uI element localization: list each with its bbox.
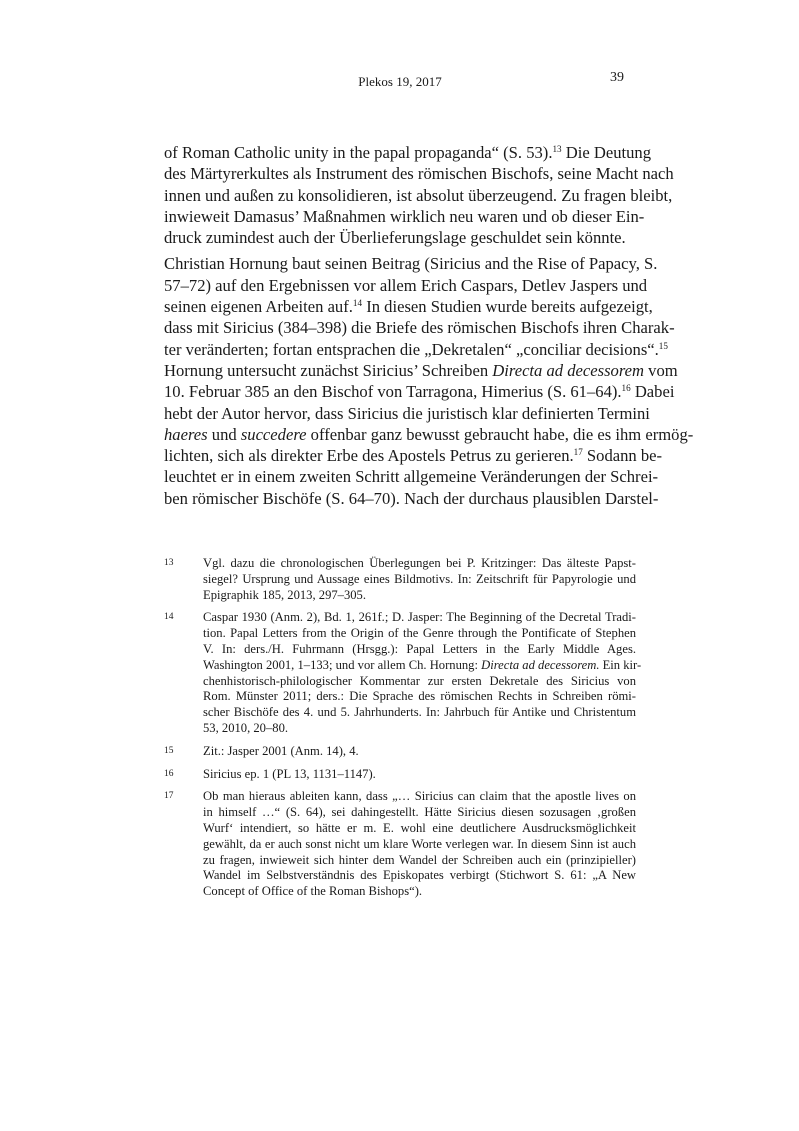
footnote (164, 767, 636, 783)
text-line: Christian Hornung baut seinen Beitrag (Siricius and the Rise of Papacy, S. (164, 254, 658, 274)
text-line: chenhistorisch-philologischer Kommentar zur ersten Dekretale des Siricius von (203, 673, 636, 688)
footnote (164, 789, 636, 900)
footnote-ref[interactable]: 17 (573, 447, 583, 458)
text-line: Ob man hieraus ableiten kann, dass „… Siricius can claim that the apostle lives on (203, 789, 636, 804)
footnote-number: 17 (164, 791, 174, 802)
text-line: Hornung untersucht zunächst Siricius’ Schreiben Directa ad decessorem vom (164, 360, 678, 380)
italic-term: succedere (240, 424, 307, 444)
text-line: Wurf‘ intendiert, so hätte er m. E. wohl eine deutlichere Ausdrucksmöglichkeit (203, 820, 636, 835)
text-line: siegel? Ursprung und Aussage eines Bildmotivs. In: Zeitschrift für Papyrologie und (203, 571, 636, 586)
text-line: druck zumindest auch der Überlieferungslage geschuldet sein könnte. (164, 228, 626, 248)
text-line: haeres und succedere offenbar ganz bewusst gebraucht habe, die es ihm ermög- (164, 424, 694, 444)
footnote-ref[interactable]: 14 (352, 298, 363, 309)
text-line: Rom. Münster 2011; ders.: Die Sprache des römischen Rechts in Schreiben römi- (203, 689, 636, 704)
text-line: gewählt, da er auch sonst nicht um klare Worte verlegen war. In diesem Sinn ist auch (203, 836, 636, 851)
paragraph (164, 142, 674, 248)
text-line: 57–72) auf den Ergebnissen vor allem Erich Caspars, Detlev Jaspers und (164, 275, 648, 295)
footnote-number: 16 (164, 768, 174, 779)
text-line: of Roman Catholic unity in the papal propaganda“ (S. 53).$^{13}$ Die Deutung (164, 143, 652, 162)
journal-title: Plekos 19, 2017 (358, 74, 442, 89)
text-line: zu fragen, inwieweit sich hinter dem Wandel der Schreiben auch ein (prinzipieller) (203, 852, 636, 867)
text-line: Siricius ep. 1 (PL 13, 1131–1147). (203, 766, 376, 781)
text-line: in himself …“ (S. 64), sei dahingestellt. Hätte Siricius diesen sozusagen ‚großen (203, 805, 636, 820)
text-line: lichten, sich als direkter Erbe des Apostels Petrus zu gerieren.$^{17}$ Sodann be- (164, 446, 663, 466)
footnote-ref[interactable]: 15 (658, 340, 668, 351)
paragraph (164, 253, 694, 509)
text-line: seinen eigenen Arbeiten auf.$^{14}$ In diesen Studien wurde bereits aufgezeigt, (164, 297, 653, 317)
footnote (164, 610, 642, 736)
running-header (164, 70, 636, 90)
text-line: Vgl. dazu die chronologischen Überlegungen bei P. Kritzinger: Das älteste Papst- (203, 556, 636, 570)
text-line: tion. Papal Letters from the Origin of the Genre through the Pontificate of Stephen (203, 626, 636, 641)
text-line: innen und außen zu konsolidieren, ist absolut überzeugend. Zu fragen bleibt, (164, 185, 673, 205)
text-line: 53, 2010, 20–80. (203, 720, 289, 735)
text-line: 10. Februar 385 an den Bischof von Tarragona, Himerius (S. 61–64).$^{16}$ Dabei (164, 382, 675, 402)
text-line: dass mit Siricius (384–398) die Briefe des römischen Bischofs ihren Charak- (164, 318, 675, 338)
text-line: Washington 2001, 1–133; und vor allem Ch. Hornung: Directa ad decessorem. Ein kir- (203, 657, 642, 672)
text-line: hebt der Autor hervor, dass Siricius die juristisch klar definierten Termini (164, 403, 650, 423)
italic-term: haeres (164, 424, 208, 444)
text-line: des Märtyrerkultes als Instrument des römischen Bischofs, seine Macht nach (164, 164, 674, 184)
footnote-ref[interactable]: 16 (621, 383, 631, 394)
text-line: Caspar 1930 (Anm. 2), Bd. 1, 261f.; D. Jasper: The Beginning of the Decretal Tradi- (203, 610, 636, 625)
page-number: 39 (610, 70, 624, 85)
text-line: scher Bischöfe des 4. und 5. Jahrhunderts. In: Jahrbuch für Antike und Christentum (203, 705, 636, 720)
text-line: inwieweit Damasus’ Maßnahmen wirklich neu waren und ob dieser Ein- (164, 206, 645, 226)
text-line: Concept of Office of the Roman Bishops“). (203, 884, 423, 899)
footnote-number: 15 (164, 745, 174, 756)
italic-term: Directa ad decessorem (492, 360, 645, 380)
body-text (164, 142, 694, 514)
footnote-number: 14 (164, 612, 174, 623)
text-line: ter veränderten; fortan entsprachen die „Dekretalen“ „conciliar decisions“.$^{15}$ (164, 339, 668, 359)
text-line: V. In: ders./H. Fuhrmann (Hrsgg.): Papal Letters in the Early Middle Ages. (203, 641, 636, 656)
footnote-ref[interactable]: 13 (552, 144, 562, 155)
text-line: leuchtet er in einem zweiten Schritt allgemeine Veränderungen der Schrei- (164, 467, 659, 487)
text-line: Wandel im Selbstverständnis des Episkopates verbirgt (Stichwort S. 61: „A New (203, 868, 636, 883)
footnote (164, 744, 636, 760)
footnote (164, 556, 636, 603)
footnote-number: 13 (164, 558, 174, 568)
text-line: Epigraphik 185, 2013, 297–305. (203, 587, 367, 602)
text-line: ben römischer Bischöfe (S. 64–70). Nach der durchaus plausiblen Darstel- (164, 488, 659, 508)
italic-term: Directa ad decessorem. (481, 657, 600, 672)
footnotes (164, 556, 642, 907)
text-line: Zit.: Jasper 2001 (Anm. 14), 4. (203, 743, 359, 758)
